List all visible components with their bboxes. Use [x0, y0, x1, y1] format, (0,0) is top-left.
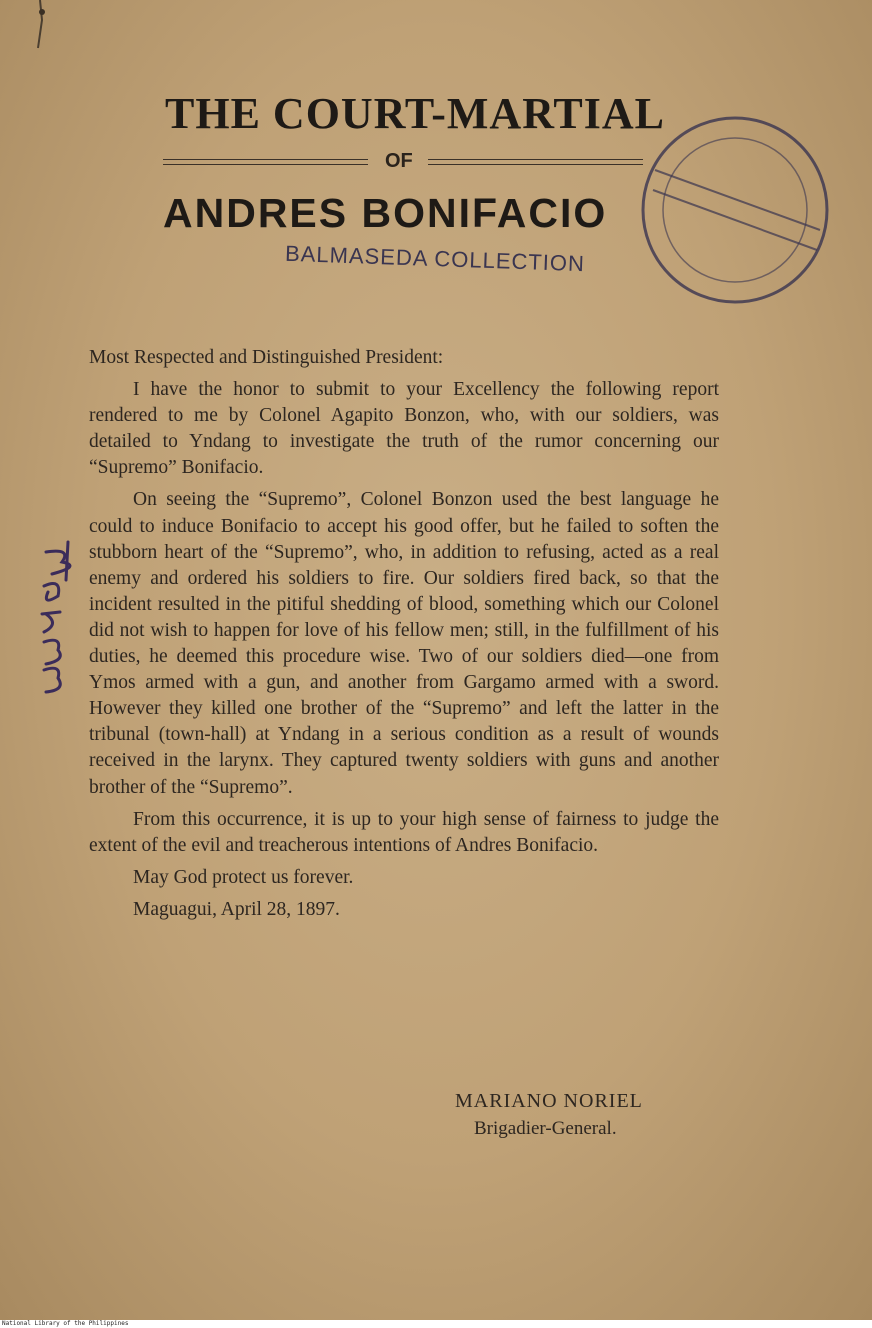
title-line-2: ANDRES BONIFACIO [163, 190, 608, 236]
closing-place-date: Maguagui, April 28, 1897. [133, 898, 340, 920]
closing-blessing: May God protect us forever. [133, 866, 354, 888]
footer-credit: National Library of the Philippines [2, 1320, 129, 1327]
title-of-row [163, 150, 643, 174]
signer-name: MARIANO NORIEL [455, 1090, 643, 1112]
library-seal-stamp [635, 110, 835, 310]
title-line-1: THE COURT-MARTIAL [165, 89, 666, 138]
letter-body [89, 345, 719, 923]
title-rule-left [163, 159, 368, 165]
footer-strip [0, 1320, 872, 1328]
collection-stamp: BALMASEDA COLLECTION [284, 240, 586, 277]
paragraph-2: On seeing the “Supremo”, Colonel Bonzon used the best language he could to induce Bonifacio to accept his good offer, but he failed to soften the stubborn heart of the “Supremo”, who, in addition to refusing, acted as a real enemy and ordered his soldiers to fire. Our soldiers fired back, so that the incident resulted in the pitiful shedding of blood, something which our Colonel did not wish to happen for love of his fellow men; still, in the fulfillment of his duties, he deemed this procedure wise. Two of our soldiers died—one from Ymos armed with a gun, and another from Gargamo armed with a sword. However they killed one brother of the “Supremo” and left the latter in the tribunal (town-hall) at Yndang in a serious condition as a result of wounds received in the larynx. They captured twenty soldiers with guns and another brother of the “Supremo”. [89, 489, 719, 798]
paragraph-1: I have the honor to submit to your Excellency the following report rendered to me by Colonel Agapito Bonzon, who, with our soldiers, was detailed to Yndang to investigate the truth of the rumor concerning our “Supremo” Bonifacio. [89, 379, 719, 479]
title-rule-right [428, 159, 643, 165]
handwritten-accession-number [32, 540, 102, 710]
paragraph-3: From this occurrence, it is up to your high sense of fairness to judge the extent of the evil and treacherous intentions of Andres Bonifacio. [89, 808, 719, 856]
signer-rank: Brigadier-General. [474, 1118, 617, 1139]
salutation: Most Respected and Distinguished President: [89, 347, 444, 368]
corner-ink-mark [28, 0, 58, 50]
title-of: OF [385, 150, 413, 172]
